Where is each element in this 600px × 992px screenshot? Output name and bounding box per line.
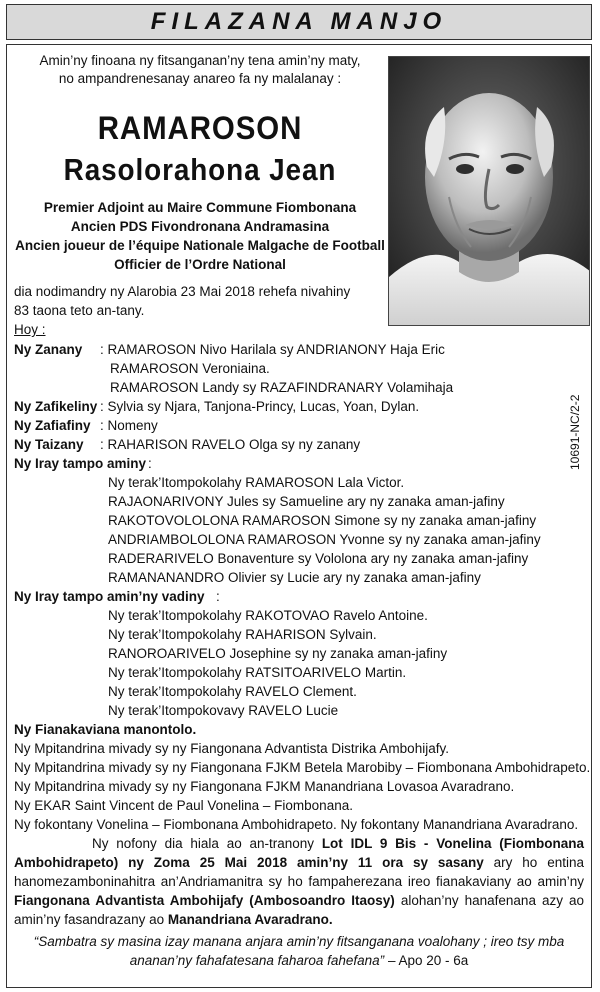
iray-tampo-vadiny-entry: Ny terak’Itompokolahy RAVELO Clement. [108,684,357,699]
deceased-surname: RAMAROSON [97,110,303,146]
quote-text: ananan’ny fahafatesana faharoa fahefana” [129,953,385,968]
iray-tampo-vadiny-label: Ny Iray tampo amin’ny vadiny [14,589,205,604]
iray-tampo-aminy-entry: RAMANANANDRO Olivier sy Lucie ary ny zanaka aman-jafiny [108,570,481,585]
community-line: Ny Mpitandrina mivady sy ny Fiangonana FJKM Betela Marobiby – Fiombonana Ambohidrapeto. [14,760,591,775]
funeral-address: Lot IDL 9 Bis - Vonelina (Fiombonana Ambohidrapeto) ny Zoma 25 Mai 2018 amin’ny 11 ora sy sasany [14,836,584,870]
zafiafiny-entry: : Nomeny [100,418,158,433]
taizany-label: Ny Taizany [14,437,84,452]
iray-tampo-vadiny-colon: : [216,589,220,604]
community-line: Ny Mpitandrina mivady sy ny Fiangonana Advantista Distrika Ambohijafy. [14,741,449,756]
funeral-text: ary ho entina hanomezamboninahitra an’Andriamanitra sy ho fampaherezana ireo fianakaviany ao amin’ny [14,855,584,889]
deceased-titles [12,198,388,274]
hoy-label: Hoy : [14,322,46,337]
notice-header [6,4,592,40]
zanany-label: Ny Zanany [14,342,83,357]
title-line: Ancien PDS Fivondronana Andramasina [70,219,330,234]
quote-line-2 [14,951,584,970]
zanany-entry: RAMAROSON Veroniaina. [110,361,270,376]
iray-tampo-aminy-entry: ANDRIAMBOLOLONA RAMAROSON Yvonne sy ny zanaka aman-jafiny [108,532,541,547]
iray-tampo-aminy-entry: RAKOTOVOLOLONA RAMAROSON Simone sy ny zanaka aman-jafiny [108,513,537,528]
taizany-entry: : RAHARISON RAVELO Olga sy ny zanany [100,437,361,452]
reference-code: 10691-NC/2-2 [568,394,582,470]
intro-line: Amin’ny finoana ny fitsanganan’ny tena amin’ny maty, [39,53,361,68]
iray-tampo-aminy-entry: Ny terak’Itompokolahy RAMAROSON Lala Victor. [108,475,405,490]
deceased-given-names: Rasolorahona Jean [63,152,337,187]
title-line: Premier Adjoint au Maire Commune Fiombonana [43,200,357,215]
funeral-burial-place: Manandriana Avaradrano. [167,912,333,927]
fianakaviana-line: Ny Fianakaviana manontolo. [14,722,197,737]
iray-tampo-vadiny-entry: Ny terak’Itompokolahy RAKOTOVAO Ravelo Antoine. [108,608,428,623]
death-notice-line: 83 taona teto an-tany. [14,303,145,318]
iray-tampo-aminy-label: Ny Iray tampo aminy [14,456,147,471]
death-notice-line: dia nodimandry ny Alarobia 23 Mai 2018 rehefa nivahiny [14,284,351,299]
zafikeliny-label: Ny Zafikeliny [14,399,98,414]
iray-tampo-vadiny-entry: Ny terak’Itompokolahy RAHARISON Sylvain. [108,627,377,642]
deceased-portrait [388,56,590,326]
notice-title: FILAZANA MANJO [150,8,448,35]
intro-text [24,52,376,88]
funeral-text: alohan’ny hanafenana azy ao amin’ny fasandrazany ao [14,893,584,927]
community-line: Ny EKAR Saint Vincent de Paul Vonelina – Fiombonana. [14,798,353,813]
title-line: Ancien joueur de l’équipe Nationale Malgache de Football [15,238,385,253]
iray-tampo-vadiny-entry: RANOROARIVELO Josephine sy ny zanaka aman-jafiny [108,646,448,661]
intro-line: no ampandrenesanay anareo fa ny malalanay : [58,71,342,86]
scripture-quote [14,932,584,970]
quote-line: “Sambatra sy masina izay manana anjara amin’ny fitsanganana voalohany ; ireo tsy mba [33,934,565,949]
zafiafiny-label: Ny Zafiafiny [14,418,91,433]
iray-tampo-aminy-entry: RADERARIVELO Bonaventure sy Vololona ary ny zanaka aman-jafiny [108,551,529,566]
title-line: Officier de l’Ordre National [114,257,286,272]
zanany-entry: RAMAROSON Landy sy RAZAFINDRANARY Volamihaja [110,380,454,395]
funeral-text: Ny nofony dia hiala ao an-tranony [92,836,322,851]
funeral-details [14,834,584,929]
community-line: Ny fokontany Vonelina – Fiombonana Ambohidrapeto. Ny fokontany Manandriana Avaradrano. [14,817,579,832]
quote-reference: – Apo 20 - 6a [384,953,469,968]
zafikeliny-entry: : Sylvia sy Njara, Tanjona-Princy, Lucas, Yoan, Dylan. [100,399,420,414]
funeral-church: Fiangonana Advantista Ambohijafy (Ambosoandro Itaosy) [14,893,395,908]
zanany-entry: : RAMAROSON Nivo Harilala sy ANDRIANONY Haja Eric [100,342,445,357]
iray-tampo-vadiny-entry: Ny terak’Itompokovavy RAVELO Lucie [108,703,339,718]
community-line: Ny Mpitandrina mivady sy ny Fiangonana FJKM Manandriana Lovasoa Avaradrano. [14,779,515,794]
iray-tampo-aminy-colon: : [148,456,152,471]
iray-tampo-aminy-entry: RAJAONARIVONY Jules sy Samueline ary ny zanaka aman-jafiny [108,494,505,509]
portrait-image [389,57,590,326]
iray-tampo-vadiny-entry: Ny terak’Itompokolahy RATSITOARIVELO Martin. [108,665,407,680]
